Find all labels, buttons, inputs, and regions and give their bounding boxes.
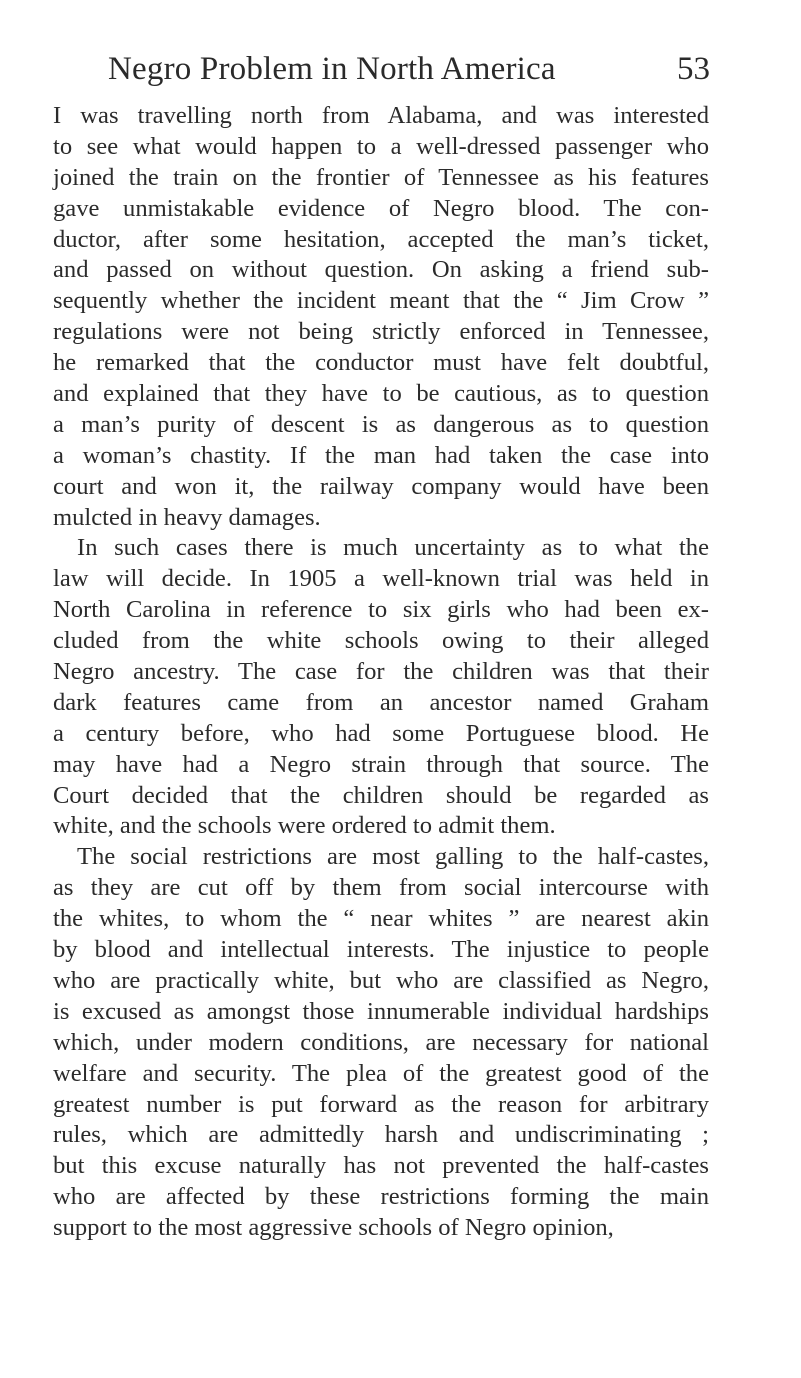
text-line: greatest number is put forward as the reason for arbitrary bbox=[53, 1090, 709, 1118]
text-line: North Carolina in reference to six girls who had been ex- bbox=[53, 596, 709, 624]
text-line: who are affected by these restrictions forming the main bbox=[53, 1183, 709, 1211]
text-line: I was travelling north from Alabama, and was interested bbox=[53, 102, 709, 129]
text-line: a woman’s chastity. If the man had taken the case into bbox=[53, 441, 709, 469]
text-line: may have had a Negro strain through that source. The bbox=[53, 750, 709, 778]
text-line: gave unmistakable evidence of Negro blood. The con- bbox=[53, 194, 709, 222]
text-line: but this excuse naturally has not prevented the half-castes bbox=[53, 1152, 709, 1180]
body-text bbox=[53, 101, 709, 1244]
text-line: and passed on without question. On asking a friend sub- bbox=[53, 256, 709, 284]
text-line: court and won it, the railway company would have been bbox=[53, 472, 709, 500]
text-line: is excused as amongst those innumerable individual hardships bbox=[53, 997, 709, 1025]
text-line: Negro ancestry. The case for the children was that their bbox=[53, 658, 709, 686]
text-line: ductor, after some hesitation, accepted the man’s ticket, bbox=[53, 225, 709, 253]
running-title: Negro Problem in North America bbox=[108, 51, 556, 87]
text-line: dark features came from an ancestor named Graham bbox=[53, 688, 709, 716]
text-line: a century before, who had some Portuguese blood. He bbox=[53, 719, 709, 747]
text-line: as they are cut off by them from social intercourse with bbox=[53, 874, 709, 902]
text-line: a man’s purity of descent is as dangerous as to question bbox=[53, 410, 709, 438]
paragraph bbox=[53, 533, 709, 842]
text-line: to see what would happen to a well-dressed passenger who bbox=[53, 132, 709, 160]
text-line: Court decided that the children should be regarded as bbox=[53, 781, 709, 809]
text-line: mulcted in heavy damages. bbox=[53, 503, 321, 531]
text-line: welfare and security. The plea of the greatest good of the bbox=[53, 1059, 709, 1087]
text-line: white, and the schools were ordered to admit them. bbox=[53, 812, 556, 840]
text-line: cluded from the white schools owing to their alleged bbox=[53, 627, 709, 655]
page-number: 53 bbox=[677, 51, 710, 87]
text-line: he remarked that the conductor must have felt doubtful, bbox=[53, 349, 709, 377]
running-head bbox=[108, 44, 708, 94]
text-line: In such cases there is much uncertainty as to what the bbox=[77, 534, 709, 562]
text-line: The social restrictions are most galling to the half-castes, bbox=[77, 843, 709, 871]
text-line: by blood and intellectual interests. The injustice to people bbox=[53, 936, 709, 964]
text-line: which, under modern conditions, are necessary for national bbox=[53, 1028, 709, 1056]
text-line: sequently whether the incident meant that the “ Jim Crow ” bbox=[53, 287, 709, 315]
text-line: the whites, to whom the “ near whites ” are nearest akin bbox=[53, 905, 709, 933]
paragraph bbox=[53, 842, 709, 1244]
text-line: joined the train on the frontier of Tennessee as his features bbox=[53, 163, 709, 191]
text-line: law will decide. In 1905 a well-known trial was held in bbox=[53, 565, 709, 593]
text-line: rules, which are admittedly harsh and undiscriminating ; bbox=[53, 1121, 709, 1149]
text-line: support to the most aggressive schools of Negro opinion, bbox=[53, 1214, 614, 1242]
paragraph bbox=[53, 101, 709, 533]
text-line: and explained that they have to be cautious, as to question bbox=[53, 380, 709, 408]
text-line: who are practically white, but who are classified as Negro, bbox=[53, 966, 709, 994]
text-line: regulations were not being strictly enforced in Tennessee, bbox=[53, 318, 709, 346]
